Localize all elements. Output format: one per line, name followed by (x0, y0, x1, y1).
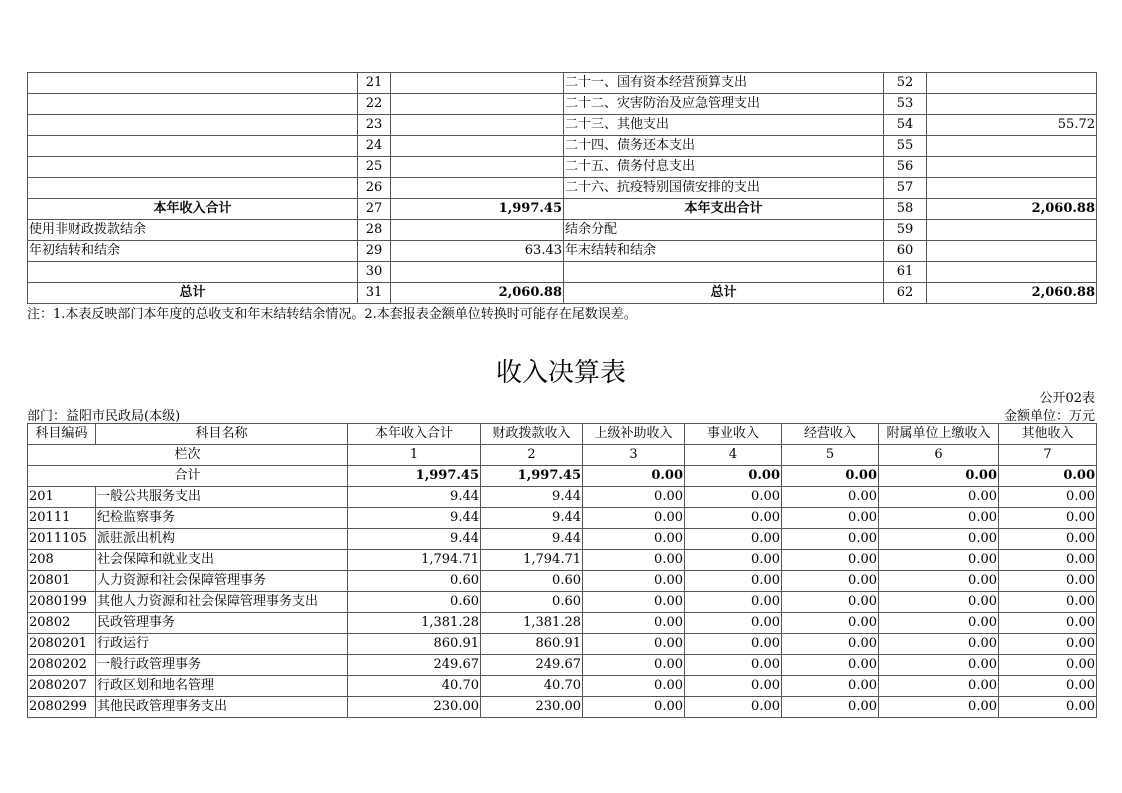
line-number: 23 (358, 115, 391, 136)
income-amount (391, 115, 564, 136)
amount-cell: 0.00 (782, 655, 879, 676)
amount-cell: 0.00 (999, 697, 1097, 718)
amount-cell: 0.00 (583, 571, 685, 592)
expense-amount (927, 220, 1097, 241)
table-row (28, 613, 1097, 634)
amount-cell: 0.00 (583, 592, 685, 613)
income-item-label (28, 115, 358, 136)
income-amount (391, 136, 564, 157)
page-title: 收入决算表 (495, 358, 626, 388)
subject-code: 2011105 (28, 529, 96, 550)
line-number: 22 (358, 94, 391, 115)
total-value: 0.00 (879, 466, 999, 487)
line-number: 31 (358, 283, 391, 304)
header-row (28, 424, 1097, 445)
amount-cell: 0.00 (999, 592, 1097, 613)
amount-cell: 0.00 (782, 571, 879, 592)
amount-cell: 0.00 (999, 550, 1097, 571)
expense-item-label: 结余分配 (564, 220, 884, 241)
line-number: 57 (884, 178, 927, 199)
amount-cell: 0.60 (348, 571, 481, 592)
amount-cell: 0.00 (879, 550, 999, 571)
amount-cell: 9.44 (481, 529, 583, 550)
amount-cell: 0.00 (879, 697, 999, 718)
amount-cell: 0.00 (999, 571, 1097, 592)
amount-cell: 0.00 (999, 676, 1097, 697)
amount-cell: 0.00 (999, 508, 1097, 529)
line-number: 60 (884, 241, 927, 262)
total-value: 0.00 (782, 466, 879, 487)
amount-cell: 0.00 (782, 676, 879, 697)
amount-cell: 9.44 (481, 508, 583, 529)
amount-cell: 0.00 (583, 634, 685, 655)
amount-cell: 1,794.71 (348, 550, 481, 571)
subject-name: 纪检监察事务 (96, 508, 348, 529)
income-amount (391, 73, 564, 94)
table-row (28, 157, 1097, 178)
amount-cell: 0.00 (685, 613, 782, 634)
total-value: 1,997.45 (348, 466, 481, 487)
amount-cell: 860.91 (481, 634, 583, 655)
income-item-label (28, 178, 358, 199)
subject-name: 社会保障和就业支出 (96, 550, 348, 571)
line-number: 62 (884, 283, 927, 304)
table-row (28, 283, 1097, 304)
column-number: 1 (348, 445, 481, 466)
income-amount: 1,997.45 (391, 199, 564, 220)
amount-cell: 0.00 (999, 613, 1097, 634)
expense-item-label: 二十四、债务还本支出 (564, 136, 884, 157)
subject-code: 2080299 (28, 697, 96, 718)
amount-cell: 1,794.71 (481, 550, 583, 571)
expense-amount (927, 178, 1097, 199)
amount-cell: 0.00 (879, 592, 999, 613)
table-note: 注：1.本表反映部门本年度的总收支和年末结转结余情况。2.本套报表金额单位转换时可能存在尾数误差。 (27, 307, 637, 322)
summary-table (27, 72, 1097, 304)
table-row (28, 571, 1097, 592)
table-row (28, 262, 1097, 283)
income-item-label (28, 73, 358, 94)
line-number: 61 (884, 262, 927, 283)
table-row (28, 178, 1097, 199)
amount-cell: 40.70 (348, 676, 481, 697)
subject-code: 20111 (28, 508, 96, 529)
income-amount: 63.43 (391, 241, 564, 262)
amount-cell: 0.00 (685, 550, 782, 571)
expense-item-label: 二十二、灾害防治及应急管理支出 (564, 94, 884, 115)
subject-name: 派驻派出机构 (96, 529, 348, 550)
amount-cell: 0.00 (782, 550, 879, 571)
amount-cell: 0.00 (685, 529, 782, 550)
amount-cell: 230.00 (348, 697, 481, 718)
column-header: 其他收入 (999, 424, 1097, 445)
expense-item-label: 二十三、其他支出 (564, 115, 884, 136)
column-header: 科目名称 (96, 424, 348, 445)
subject-code: 20802 (28, 613, 96, 634)
table-row (28, 550, 1097, 571)
amount-cell: 0.00 (685, 697, 782, 718)
table-row (28, 487, 1097, 508)
amount-cell: 0.00 (583, 508, 685, 529)
table-row (28, 508, 1097, 529)
expense-amount (927, 73, 1097, 94)
subject-code: 20801 (28, 571, 96, 592)
amount-cell: 40.70 (481, 676, 583, 697)
line-number: 59 (884, 220, 927, 241)
line-number: 53 (884, 94, 927, 115)
subject-name: 人力资源和社会保障管理事务 (96, 571, 348, 592)
column-number-label: 栏次 (28, 445, 348, 466)
income-item-label: 使用非财政拨款结余 (28, 220, 358, 241)
total-row (28, 466, 1097, 487)
amount-cell: 0.00 (879, 634, 999, 655)
amount-cell: 249.67 (481, 655, 583, 676)
amount-cell: 9.44 (348, 508, 481, 529)
amount-cell: 0.00 (879, 613, 999, 634)
line-number: 30 (358, 262, 391, 283)
amount-cell: 0.00 (999, 487, 1097, 508)
amount-cell: 0.00 (782, 634, 879, 655)
column-number: 2 (481, 445, 583, 466)
subject-code: 208 (28, 550, 96, 571)
income-amount (391, 262, 564, 283)
line-number: 28 (358, 220, 391, 241)
income-item-label (28, 94, 358, 115)
amount-cell: 0.00 (782, 592, 879, 613)
table-row (28, 94, 1097, 115)
column-header: 本年收入合计 (348, 424, 481, 445)
amount-cell: 0.00 (999, 634, 1097, 655)
subject-name: 一般行政管理事务 (96, 655, 348, 676)
total-value: 0.00 (999, 466, 1097, 487)
amount-cell: 0.00 (583, 613, 685, 634)
amount-cell: 860.91 (348, 634, 481, 655)
amount-cell: 0.00 (879, 655, 999, 676)
column-number: 6 (879, 445, 999, 466)
income-item-label: 本年收入合计 (28, 199, 358, 220)
expense-amount: 2,060.88 (927, 199, 1097, 220)
amount-cell: 0.00 (879, 676, 999, 697)
amount-cell: 0.00 (685, 655, 782, 676)
income-item-label (28, 157, 358, 178)
amount-cell: 0.00 (782, 487, 879, 508)
line-number: 27 (358, 199, 391, 220)
income-amount (391, 94, 564, 115)
subject-code: 2080202 (28, 655, 96, 676)
amount-cell: 0.00 (685, 592, 782, 613)
total-value: 1,997.45 (481, 466, 583, 487)
amount-cell: 0.60 (348, 592, 481, 613)
line-number: 21 (358, 73, 391, 94)
table-row (28, 634, 1097, 655)
expense-item-label: 总计 (564, 283, 884, 304)
line-number: 26 (358, 178, 391, 199)
amount-cell: 0.00 (685, 508, 782, 529)
amount-cell: 9.44 (348, 487, 481, 508)
amount-cell: 9.44 (481, 487, 583, 508)
amount-cell: 0.00 (583, 529, 685, 550)
amount-cell: 0.00 (879, 487, 999, 508)
table-row (28, 241, 1097, 262)
amount-cell: 0.00 (583, 487, 685, 508)
amount-cell: 0.00 (583, 655, 685, 676)
amount-cell: 0.00 (685, 676, 782, 697)
expense-item-label: 本年支出合计 (564, 199, 884, 220)
income-item-label (28, 136, 358, 157)
expense-amount (927, 241, 1097, 262)
amount-cell: 0.00 (685, 487, 782, 508)
income-amount (391, 220, 564, 241)
amount-cell: 9.44 (348, 529, 481, 550)
amount-cell: 0.00 (999, 655, 1097, 676)
subject-code: 2080199 (28, 592, 96, 613)
amount-cell: 0.00 (583, 676, 685, 697)
table-row (28, 136, 1097, 157)
line-number: 29 (358, 241, 391, 262)
amount-cell: 0.00 (685, 571, 782, 592)
income-amount (391, 157, 564, 178)
expense-item-label: 二十一、国有资本经营预算支出 (564, 73, 884, 94)
amount-cell: 0.00 (879, 508, 999, 529)
line-number: 56 (884, 157, 927, 178)
amount-cell: 0.00 (685, 634, 782, 655)
column-number: 7 (999, 445, 1097, 466)
amount-cell: 0.00 (782, 529, 879, 550)
income-amount (391, 178, 564, 199)
subject-name: 行政运行 (96, 634, 348, 655)
table-row (28, 220, 1097, 241)
line-number: 55 (884, 136, 927, 157)
income-item-label: 年初结转和结余 (28, 241, 358, 262)
line-number: 25 (358, 157, 391, 178)
column-header: 上级补助收入 (583, 424, 685, 445)
column-number: 5 (782, 445, 879, 466)
expense-amount (927, 157, 1097, 178)
amount-cell: 0.00 (583, 697, 685, 718)
subject-name: 其他人力资源和社会保障管理事务支出 (96, 592, 348, 613)
amount-cell: 249.67 (348, 655, 481, 676)
department-label: 部门：益阳市民政局(本级) (27, 409, 181, 424)
table-row (28, 697, 1097, 718)
amount-cell: 0.00 (999, 529, 1097, 550)
table-row (28, 676, 1097, 697)
expense-item-label: 年末结转和结余 (564, 241, 884, 262)
amount-cell: 0.00 (782, 697, 879, 718)
column-number-row (28, 445, 1097, 466)
form-number: 公开02表 (1039, 391, 1095, 406)
line-number: 52 (884, 73, 927, 94)
line-number: 24 (358, 136, 391, 157)
line-number: 58 (884, 199, 927, 220)
subject-code: 201 (28, 487, 96, 508)
table-row (28, 655, 1097, 676)
column-header: 经营收入 (782, 424, 879, 445)
amount-cell: 0.00 (879, 529, 999, 550)
amount-cell: 0.60 (481, 571, 583, 592)
amount-cell: 0.60 (481, 592, 583, 613)
table-row (28, 592, 1097, 613)
column-number: 4 (685, 445, 782, 466)
amount-cell: 0.00 (782, 613, 879, 634)
amount-cell: 230.00 (481, 697, 583, 718)
amount-cell: 0.00 (879, 571, 999, 592)
amount-cell: 0.00 (782, 508, 879, 529)
expense-amount (927, 262, 1097, 283)
subject-name: 一般公共服务支出 (96, 487, 348, 508)
income-item-label: 总计 (28, 283, 358, 304)
column-header: 附属单位上缴收入 (879, 424, 999, 445)
column-header: 科目编码 (28, 424, 96, 445)
subject-name: 行政区划和地名管理 (96, 676, 348, 697)
subject-code: 2080201 (28, 634, 96, 655)
expense-amount (927, 94, 1097, 115)
column-number: 3 (583, 445, 685, 466)
subject-name: 民政管理事务 (96, 613, 348, 634)
income-item-label (28, 262, 358, 283)
expense-amount: 2,060.88 (927, 283, 1097, 304)
subject-code: 2080207 (28, 676, 96, 697)
table-row (28, 529, 1097, 550)
total-label: 合计 (28, 466, 348, 487)
total-value: 0.00 (583, 466, 685, 487)
line-number: 54 (884, 115, 927, 136)
amount-cell: 1,381.28 (481, 613, 583, 634)
table-row (28, 73, 1097, 94)
amount-cell: 0.00 (583, 550, 685, 571)
expense-amount: 55.72 (927, 115, 1097, 136)
column-header: 财政拨款收入 (481, 424, 583, 445)
total-value: 0.00 (685, 466, 782, 487)
amount-unit: 金额单位：万元 (1003, 409, 1095, 424)
expense-item-label (564, 262, 884, 283)
column-header: 事业收入 (685, 424, 782, 445)
table-row (28, 199, 1097, 220)
amount-cell: 1,381.28 (348, 613, 481, 634)
subject-name: 其他民政管理事务支出 (96, 697, 348, 718)
income-table (27, 423, 1097, 718)
expense-item-label: 二十六、抗疫特别国债安排的支出 (564, 178, 884, 199)
expense-item-label: 二十五、债务付息支出 (564, 157, 884, 178)
table-row (28, 115, 1097, 136)
income-amount: 2,060.88 (391, 283, 564, 304)
expense-amount (927, 136, 1097, 157)
